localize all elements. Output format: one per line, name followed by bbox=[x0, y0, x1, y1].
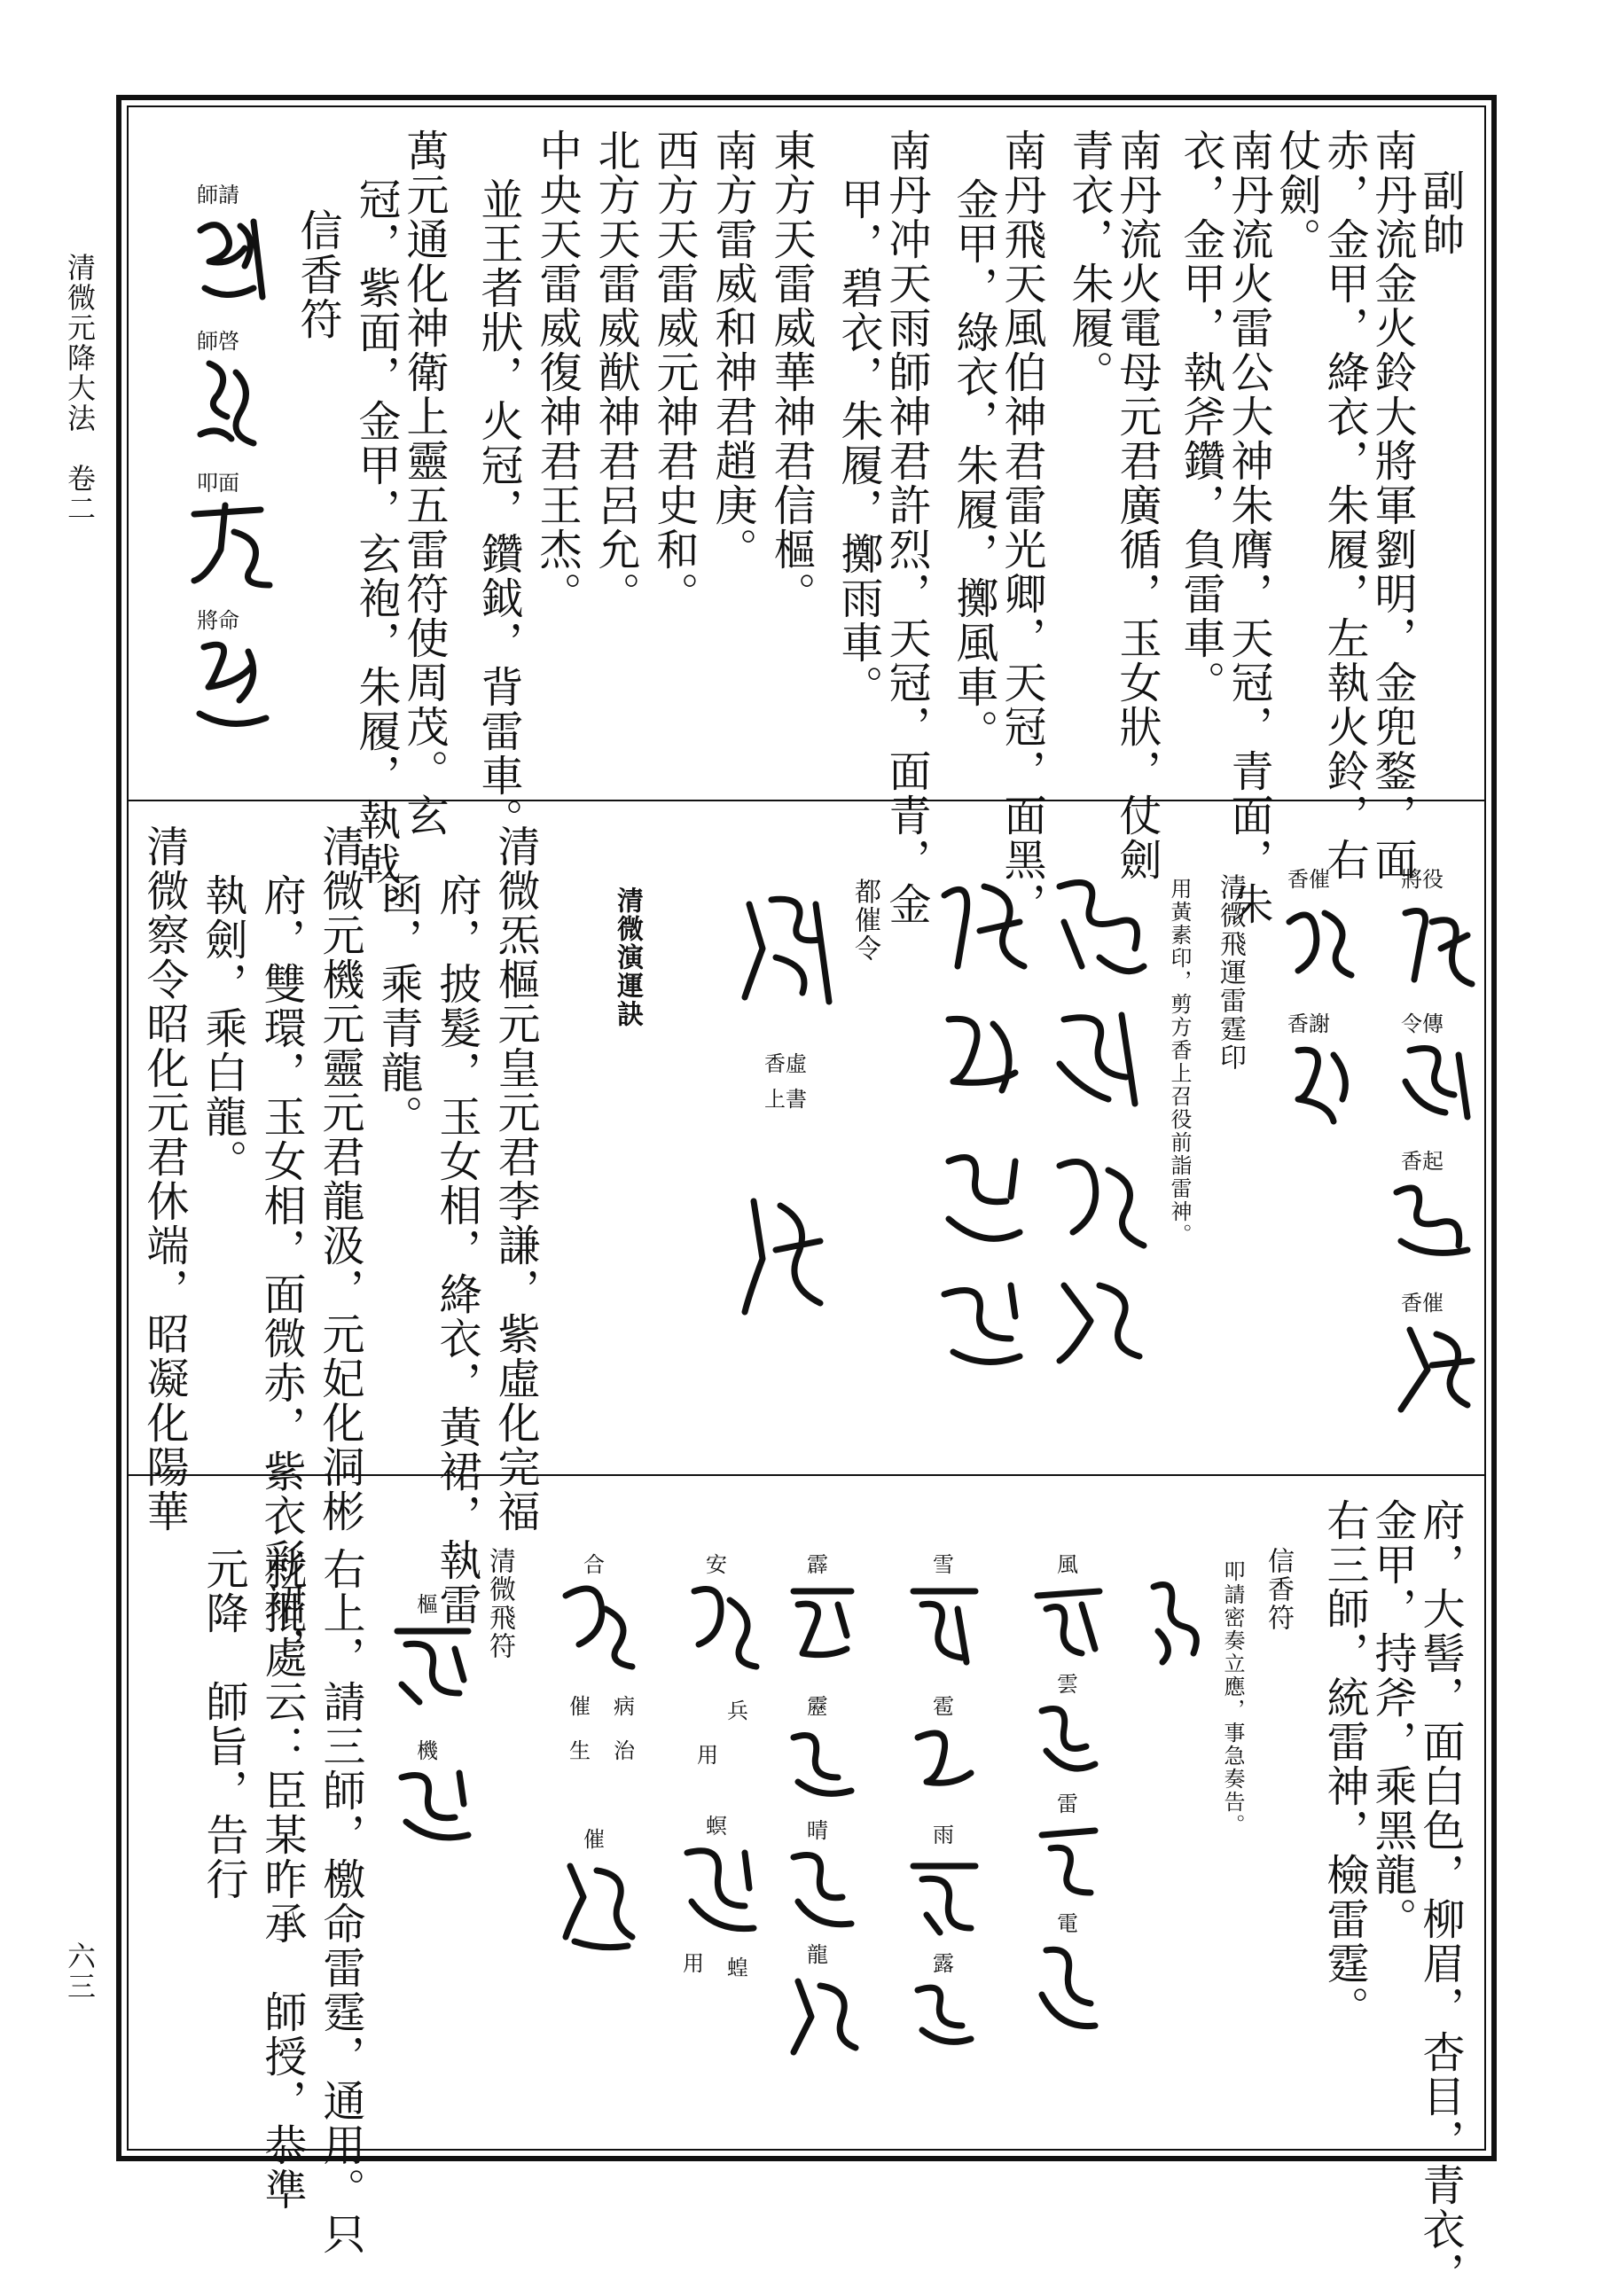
fu-label: 安 bbox=[706, 1552, 727, 1577]
talisman-glyph bbox=[1280, 895, 1360, 984]
heading-xinxiangfu: 信香符 bbox=[1263, 1547, 1294, 1632]
text-column: 府，披髮，玉女相，絳衣，黃裙，執雷 bbox=[432, 873, 481, 1627]
text-column: 清微元機元靈元君龍汲，元妃化洞彬 bbox=[315, 824, 364, 1534]
divider-top bbox=[127, 800, 1486, 801]
fu-glyph bbox=[1029, 1574, 1108, 1662]
talisman-label: 叩面 bbox=[197, 471, 239, 496]
text-column: 南丹冲天雨師神君許烈，天冠，面青，金 bbox=[881, 129, 931, 926]
talisman-glyph bbox=[192, 355, 271, 452]
talisman-label: 師啓 bbox=[197, 329, 239, 354]
fu-glyph bbox=[1029, 1933, 1108, 2039]
fu-label: 雹 bbox=[933, 1694, 954, 1719]
fu-glyph bbox=[780, 1964, 860, 2061]
text-column: 東方天雷威華神君信樞。 bbox=[766, 129, 816, 616]
text-column: 甲，碧衣，朱履，擲雨車。 bbox=[833, 177, 883, 709]
fu-label: 螟 bbox=[706, 1814, 727, 1839]
seal-glyph bbox=[931, 1002, 1037, 1117]
feifu-glyph bbox=[388, 1760, 477, 1848]
fu-glyph bbox=[904, 1574, 984, 1671]
fu-glyph bbox=[904, 1972, 984, 2052]
text-column: 府，大髻，面白色，柳眉，杏目，青衣， bbox=[1415, 1498, 1465, 2296]
text-column: 冠，紫面，金甲，玄袍，朱履，執戟。 bbox=[351, 177, 401, 931]
text-column: 青衣，朱履。 bbox=[1064, 129, 1114, 394]
text-column: 清微炁樞元皇元君李謙，紫虛化完福 bbox=[490, 824, 540, 1534]
ducui-label: 香虛 bbox=[764, 1051, 807, 1076]
seal-label: 香起 bbox=[1401, 1149, 1444, 1174]
feifu-label: 機 bbox=[417, 1738, 438, 1763]
yan-title: 清微演運訣 bbox=[612, 886, 643, 1028]
text-column: 府，雙環，玉女相，面微赤，紫衣彩裙， bbox=[256, 873, 306, 1671]
fu-label: 露 bbox=[933, 1951, 954, 1976]
text-column: 南丹流火電母元君廣循，玉女狀，仗劍 bbox=[1112, 129, 1162, 882]
talisman-glyph bbox=[1140, 1569, 1211, 1667]
talisman-glyph bbox=[1392, 895, 1481, 993]
fu-glyph bbox=[1029, 1693, 1108, 1782]
fu-label: 晴 bbox=[807, 1818, 828, 1843]
text-column: 萬元通化神衛上靈五雷符使周茂。玄 bbox=[399, 129, 449, 838]
text-column: 右三師，統雷神，檢雷霆。 bbox=[1319, 1498, 1369, 2030]
text-column: 衣，金甲，執斧鑽，負雷車。 bbox=[1176, 129, 1225, 705]
text-column: 南丹流金火鈴大將軍劉明，金兜鍪，面 bbox=[1367, 129, 1417, 882]
seal-impression bbox=[922, 851, 1153, 1383]
fu-glyph bbox=[557, 1574, 637, 1671]
text-column: 並王者狀，火冠，鑽鉞，背雷車。 bbox=[473, 177, 523, 842]
fu-label: 雷 bbox=[1057, 1792, 1078, 1816]
talisman-label: 師請 bbox=[197, 183, 239, 207]
text-column: 金甲，持斧，乘黑龍。 bbox=[1367, 1498, 1417, 1941]
fu-label: 治 bbox=[614, 1738, 635, 1763]
fu-glyph bbox=[904, 1844, 984, 1941]
ducui-title: 都催令 bbox=[849, 878, 880, 963]
fu-label: 雨 bbox=[933, 1823, 954, 1847]
seal-glyph bbox=[931, 1268, 1037, 1374]
seal-label: 香催 bbox=[1401, 1291, 1444, 1316]
heading-fushuai: 副帥 bbox=[1415, 168, 1465, 257]
seal-glyph bbox=[931, 1144, 1037, 1259]
fu-label: 病 bbox=[614, 1694, 635, 1719]
text-column: 南丹飛天風伯神君雷光卿，天冠，面黑， bbox=[997, 129, 1046, 926]
seal-title: 清微飛運雷霆印 bbox=[1215, 873, 1246, 1072]
text-column: 赤，金甲，絳衣，朱履，左執火鈴，右 bbox=[1319, 129, 1369, 882]
seal-glyph bbox=[1046, 869, 1153, 984]
seal-label: 令傳 bbox=[1401, 1011, 1444, 1036]
seal-glyph bbox=[931, 869, 1037, 984]
seal-glyph bbox=[1046, 1144, 1153, 1259]
talisman-glyph bbox=[1383, 1175, 1481, 1263]
fu-label: 生 bbox=[569, 1738, 591, 1763]
xinxiangfu-note: 叩請密奏立應，事急奏告。 bbox=[1220, 1560, 1245, 1837]
fu-label: 雲 bbox=[1057, 1672, 1078, 1697]
seal-label: 香謝 bbox=[1287, 1011, 1330, 1036]
text-column: 右上，請三師，檄命雷霆，通用。只 bbox=[316, 1547, 365, 2256]
fu-glyph bbox=[1029, 1813, 1108, 1902]
fu-label: 蝗 bbox=[727, 1956, 748, 1980]
seal-note: 用黃素印，剪方香上召役前詣雷神。 bbox=[1167, 878, 1192, 1246]
ducui-glyph bbox=[736, 1188, 833, 1321]
fu-label: 催 bbox=[583, 1827, 605, 1852]
feifu-glyph bbox=[388, 1613, 477, 1711]
text-column: 中央天雷威復神君王杰。 bbox=[532, 129, 582, 616]
fu-glyph bbox=[780, 1839, 860, 1937]
fu-glyph bbox=[674, 1835, 763, 1941]
heading-xinxiangfu: 信香符 bbox=[293, 208, 342, 341]
talisman-glyph bbox=[186, 634, 275, 731]
fu-glyph bbox=[681, 1574, 761, 1671]
ducui-glyph bbox=[736, 886, 842, 1011]
page-number: 六三 bbox=[63, 1941, 97, 2002]
text-column: 執劍，乘白龍。 bbox=[198, 873, 247, 1183]
talisman-glyph bbox=[1392, 1037, 1481, 1126]
fu-label: 合 bbox=[583, 1552, 605, 1577]
fu-label: 兵 bbox=[727, 1699, 748, 1723]
fu-label: 催 bbox=[569, 1694, 591, 1719]
talisman-glyph bbox=[1392, 1316, 1481, 1423]
text-column: 南丹流火雷公大神朱膺，天冠，青面，朱 bbox=[1224, 129, 1273, 926]
text-column: 西方天雷威元神君史和。 bbox=[649, 129, 699, 616]
feifu-label: 樞 bbox=[417, 1592, 438, 1617]
fu-glyph bbox=[557, 1848, 637, 1955]
running-head: 清微元降大法 卷二 bbox=[63, 253, 97, 524]
talisman-label: 將命 bbox=[197, 608, 239, 633]
text-column: 金甲，綠衣，朱履，擲風車。 bbox=[949, 177, 998, 754]
fu-label: 靂 bbox=[807, 1694, 828, 1719]
seal-label: 將役 bbox=[1401, 867, 1444, 892]
ducui-label: 上書 bbox=[764, 1087, 807, 1112]
seal-glyph bbox=[1046, 1268, 1153, 1374]
fu-glyph bbox=[780, 1574, 860, 1671]
fu-label: 龍 bbox=[807, 1942, 828, 1967]
seal-glyph bbox=[1046, 1002, 1153, 1117]
text-column: 北方天雷威猷神君呂允。 bbox=[591, 129, 640, 616]
fu-label: 風 bbox=[1057, 1552, 1078, 1577]
text-column: 清微察令昭化元君休端，昭凝化陽華 bbox=[139, 824, 189, 1534]
fu-glyph bbox=[904, 1715, 984, 1804]
fu-label: 用 bbox=[697, 1743, 718, 1768]
feifu-title: 清微飛符 bbox=[484, 1547, 515, 1660]
text-column: 南方雷威和神君趙庚。 bbox=[708, 129, 757, 572]
text-column: 就批處云：臣某昨承 師授，恭準 bbox=[257, 1547, 307, 2212]
text-column: 元降 師旨，告行 bbox=[199, 1547, 248, 1902]
fu-label: 電 bbox=[1057, 1911, 1078, 1936]
fu-label: 霹 bbox=[807, 1552, 828, 1577]
text-column: 函，乘青龍。 bbox=[373, 873, 423, 1139]
talisman-glyph bbox=[1280, 1037, 1360, 1135]
text-column: 仗劍。 bbox=[1271, 129, 1321, 262]
seal-label: 香催 bbox=[1287, 867, 1330, 892]
fu-glyph bbox=[780, 1715, 860, 1804]
fu-label: 雪 bbox=[933, 1552, 954, 1577]
talisman-glyph bbox=[181, 496, 278, 594]
fu-label: 用 bbox=[683, 1951, 704, 1976]
talisman-glyph bbox=[192, 213, 271, 310]
